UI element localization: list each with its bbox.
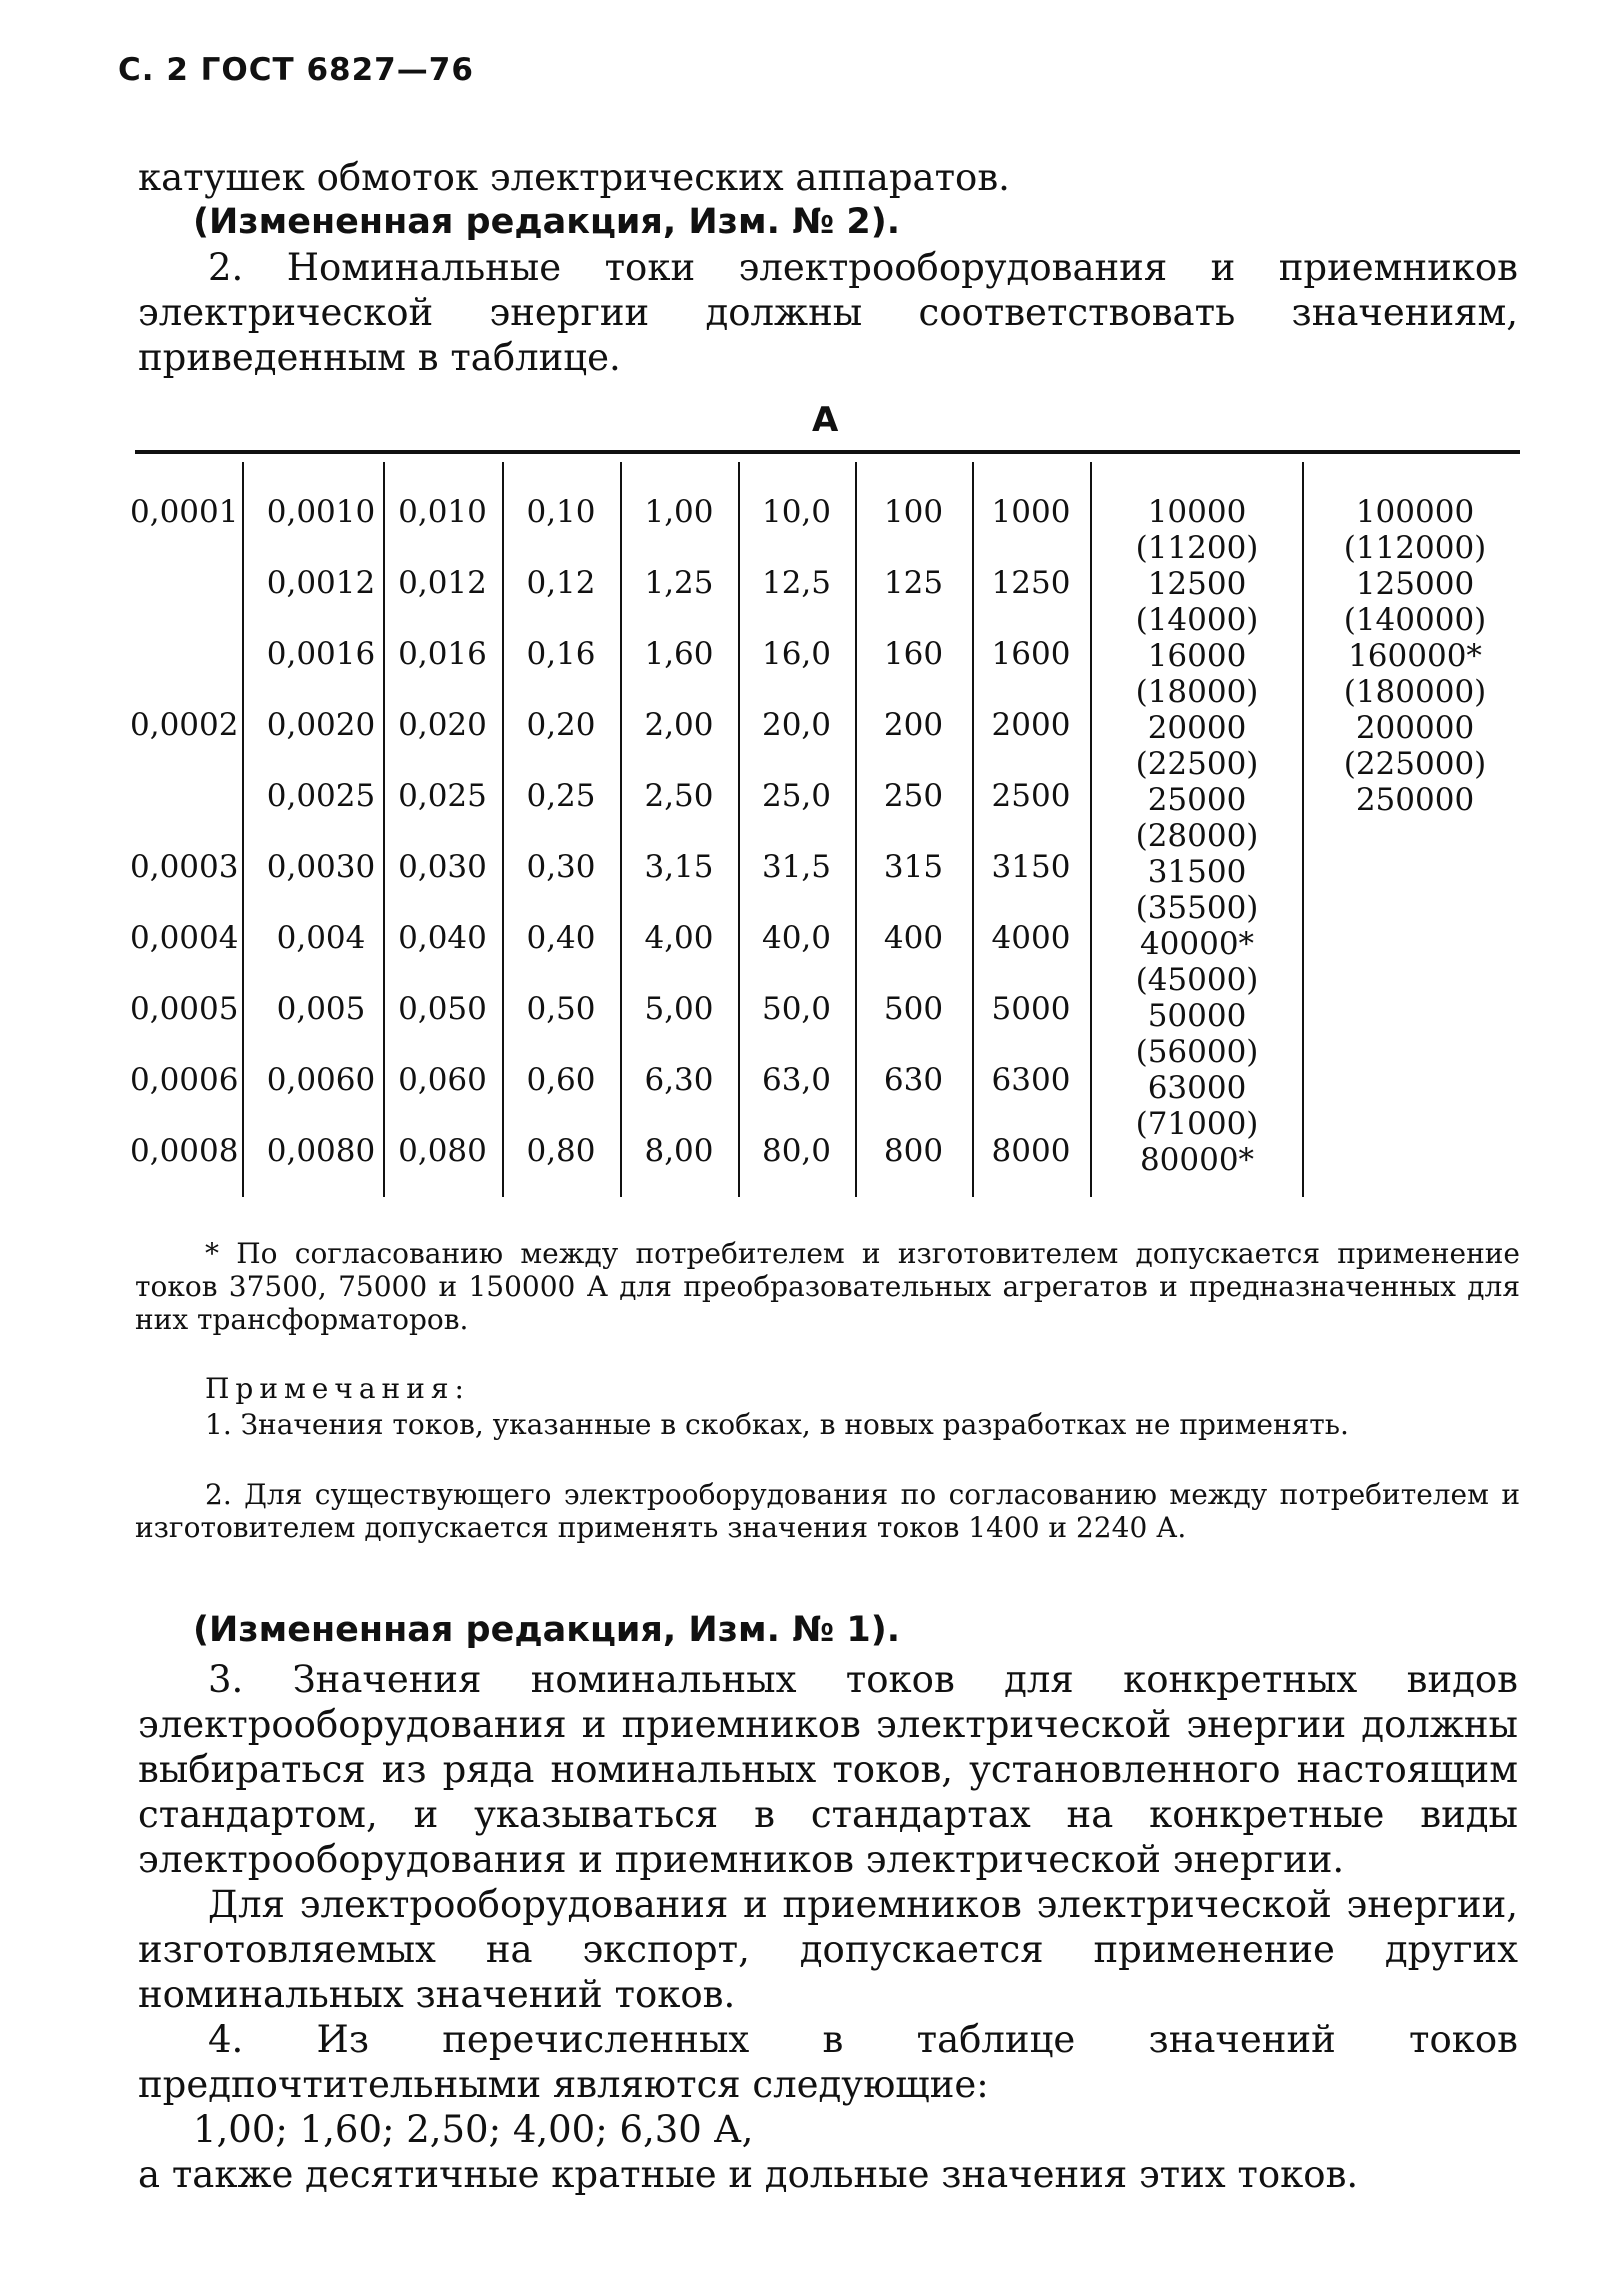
table-cell: 400 — [883, 920, 944, 956]
table-cell: (28000) — [1135, 818, 1259, 854]
table-cell: 5000 — [991, 991, 1071, 1027]
table-cell: (35500) — [1135, 890, 1259, 926]
table-cell: 4,00 — [644, 920, 714, 956]
page-header: С. 2 ГОСТ 6827—76 — [118, 52, 474, 88]
table-cell: 0,12 — [526, 565, 596, 601]
table-cell: 40,0 — [761, 920, 832, 956]
table-cell: 6300 — [991, 1062, 1071, 1098]
table-cell: 4000 — [991, 920, 1071, 956]
paragraph-3: 3. Значения номинальных токов для конкретных видов электрооборудования и приемников электрической энергии должны выбираться из ряда номинальных токов, установленного настоящим стандартом, и указываться в стандартах на конкретные виды электрооборудования и приемников электрической энергии. — [138, 1658, 1518, 1881]
table-cell: 1,60 — [644, 636, 714, 672]
table-cell: 80000* — [1139, 1142, 1255, 1178]
table-cell: 630 — [883, 1062, 944, 1098]
table-cell: 0,010 — [398, 494, 487, 530]
table-cell: 20,0 — [761, 707, 832, 743]
table-cell: 0,0008 — [130, 1133, 239, 1169]
table-cell: 2,50 — [644, 778, 714, 814]
table-cell: (71000) — [1135, 1106, 1259, 1142]
table-cell: 125 — [883, 565, 944, 601]
intro-line: катушек обмоток электрических аппаратов. — [138, 156, 1010, 199]
table-cell: 0,0001 — [130, 494, 239, 530]
table-cell: 0,040 — [398, 920, 487, 956]
table-cell: 160000* — [1348, 638, 1482, 674]
table-cell: 0,0030 — [266, 849, 376, 885]
table-cell: 0,012 — [398, 565, 487, 601]
table-cell: 6,30 — [644, 1062, 714, 1098]
table-column-divider — [1090, 462, 1092, 1197]
table-cell: 0,0016 — [266, 636, 376, 672]
table-cell: 50,0 — [761, 991, 832, 1027]
table-cell: 1,25 — [644, 565, 714, 601]
table-cell: 0,030 — [398, 849, 487, 885]
table-unit: А — [812, 400, 839, 440]
table-cell: 25000 — [1147, 782, 1247, 818]
table-cell: (56000) — [1135, 1034, 1259, 1070]
table-cell: 16000 — [1147, 638, 1247, 674]
table-cell: (45000) — [1135, 962, 1259, 998]
table-cell: 125000 — [1355, 566, 1475, 602]
table-cell: 80,0 — [761, 1133, 832, 1169]
table-cell: 0,0004 — [130, 920, 239, 956]
table-cell: 100 — [883, 494, 944, 530]
table-cell: 1250 — [991, 565, 1071, 601]
table-cell: 12,5 — [761, 565, 832, 601]
table-cell: 0,10 — [526, 494, 596, 530]
table-cell: 0,025 — [398, 778, 487, 814]
table-cell: 0,0005 — [130, 991, 239, 1027]
table-cell: 63000 — [1147, 1070, 1247, 1106]
paragraph-3-export: Для электрооборудования и приемников электрической энергии, изготовляемых на экспорт, допускается применение других номинальных значений токов. — [138, 1883, 1518, 2016]
table-cell: 2000 — [991, 707, 1071, 743]
table-column-10 — [1310, 494, 1520, 818]
table-column-9 — [1094, 494, 1300, 1178]
table-cell: (14000) — [1135, 602, 1259, 638]
table-cell: 8000 — [991, 1133, 1071, 1169]
table-cell: 0,0012 — [266, 565, 376, 601]
note-1: 1. Значения токов, указанные в скобках, в новых разработках не применять. — [205, 1408, 1349, 1441]
table-cell: (180000) — [1343, 674, 1487, 710]
table-cell: 250000 — [1355, 782, 1475, 818]
table-cell: 0,0080 — [266, 1133, 376, 1169]
table-cell: 0,0002 — [130, 707, 239, 743]
table-cell: 0,0010 — [266, 494, 376, 530]
table-cell: 0,0025 — [266, 778, 376, 814]
table-cell: 50000 — [1147, 998, 1247, 1034]
table-cell: 63,0 — [761, 1062, 832, 1098]
table-cell: 2,00 — [644, 707, 714, 743]
note-2: 2. Для существующего электрооборудования по согласованию между потребителем и изготовителем допускается применять значения токов 1400 и 2240 А. — [135, 1478, 1520, 1544]
table-cell: 0,30 — [526, 849, 596, 885]
table-cell: 1000 — [991, 494, 1071, 530]
table-cell: 250 — [883, 778, 944, 814]
table-cell: 0,25 — [526, 778, 596, 814]
table-footnote: * По согласованию между потребителем и изготовителем допускается применение токов 37500, 75000 и 150000 А для преобразовательных агрегатов и предназначенных для них трансформаторов. — [135, 1237, 1520, 1336]
table-cell: 1600 — [991, 636, 1071, 672]
paragraph-4-end: а также десятичные кратные и дольные значения этих токов. — [138, 2153, 1359, 2196]
table-cell: 200000 — [1355, 710, 1475, 746]
table-cell: 0,004 — [276, 920, 366, 956]
table-cell: 0,020 — [398, 707, 487, 743]
table-cell: 5,00 — [644, 991, 714, 1027]
table-cell: 160 — [883, 636, 944, 672]
table-cell: 20000 — [1147, 710, 1247, 746]
notes-title: Примечания: — [205, 1372, 470, 1405]
table-cell: 8,00 — [644, 1133, 714, 1169]
paragraph-2: 2. Номинальные токи электрооборудования и приемников электрической энергии должны соответствовать значениям, приведенным в таблице. — [138, 246, 1518, 379]
table-cell: 0,050 — [398, 991, 487, 1027]
table-cell: (112000) — [1343, 530, 1487, 566]
table-cell: 500 — [883, 991, 944, 1027]
table-cell: 10,0 — [761, 494, 832, 530]
table-cell: 31500 — [1147, 854, 1247, 890]
table-cell: 0,016 — [398, 636, 487, 672]
table-cell: 315 — [883, 849, 944, 885]
table-cell: 16,0 — [761, 636, 832, 672]
amendment-note-2: (Измененная редакция, Изм. № 2). — [193, 202, 901, 242]
table-cell: 200 — [883, 707, 944, 743]
table-cell: 0,16 — [526, 636, 596, 672]
table-cell: 0,005 — [276, 991, 366, 1027]
table-cell: 0,60 — [526, 1062, 596, 1098]
table-top-rule — [135, 450, 1520, 454]
table-cell: (22500) — [1135, 746, 1259, 782]
table-cell: 0,40 — [526, 920, 596, 956]
paragraph-4: 4. Из перечисленных в таблице значений токов предпочтительными являются следующие: — [138, 2018, 1518, 2106]
table-cell: 10000 — [1147, 494, 1247, 530]
preferred-values: 1,00; 1,60; 2,50; 4,00; 6,30 А, — [193, 2108, 754, 2151]
table-cell: 31,5 — [761, 849, 832, 885]
table-cell: 0,0020 — [266, 707, 376, 743]
table-cell: 0,50 — [526, 991, 596, 1027]
table-column-divider — [1302, 462, 1304, 1197]
table-cell: 0,20 — [526, 707, 596, 743]
table-cell: (140000) — [1343, 602, 1487, 638]
table-cell: 40000* — [1139, 926, 1255, 962]
table-cell: 25,0 — [761, 778, 832, 814]
table-cell: 800 — [883, 1133, 944, 1169]
table-cell: 0,060 — [398, 1062, 487, 1098]
amendment-note-1: (Измененная редакция, Изм. № 1). — [193, 1610, 901, 1650]
table-cell: 0,0006 — [130, 1062, 239, 1098]
table-cell: 0,0060 — [266, 1062, 376, 1098]
table-cell: 100000 — [1355, 494, 1475, 530]
table-cell: 1,00 — [644, 494, 714, 530]
table-cell: (225000) — [1343, 746, 1487, 782]
table-cell: 3,15 — [644, 849, 714, 885]
table-column-divider — [242, 462, 244, 1197]
table-cell: 3150 — [991, 849, 1071, 885]
table-cell: 12500 — [1147, 566, 1247, 602]
table-cell: 0,80 — [526, 1133, 596, 1169]
table-cell: (18000) — [1135, 674, 1259, 710]
table-cell: 0,0003 — [130, 849, 239, 885]
table-cell: 0,080 — [398, 1133, 487, 1169]
table-cell: 2500 — [991, 778, 1071, 814]
table-cell: (11200) — [1135, 530, 1259, 566]
